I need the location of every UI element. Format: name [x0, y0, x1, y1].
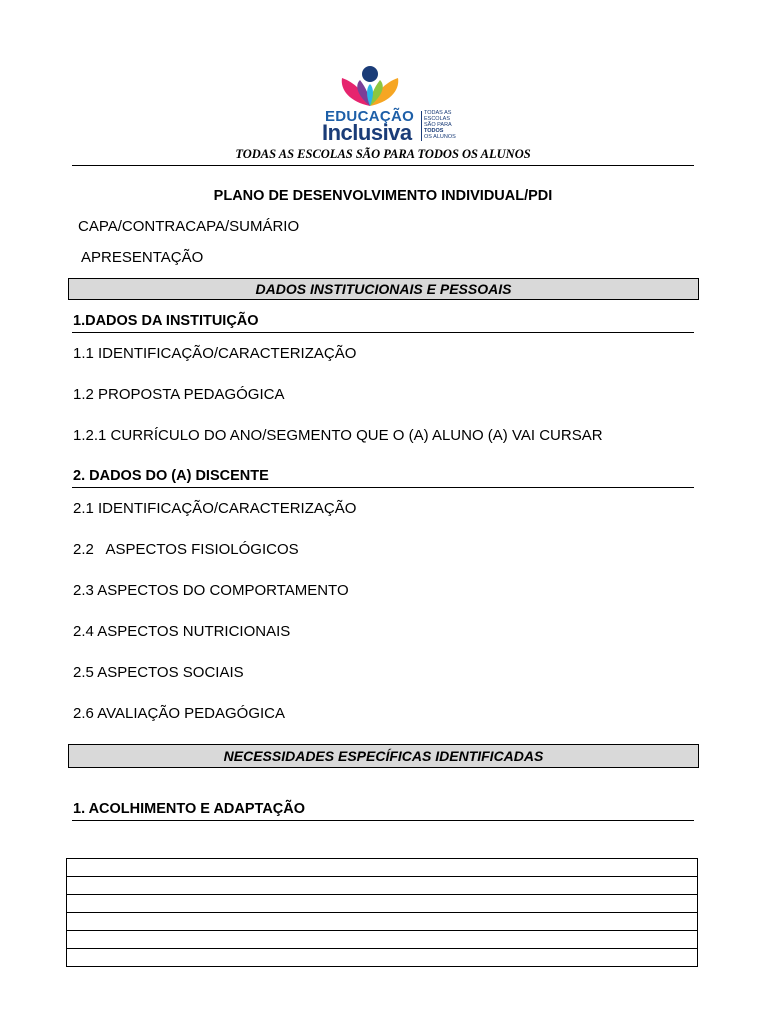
section-box-institutional: DADOS INSTITUCIONAIS E PESSOAIS: [68, 278, 699, 300]
table-row: [67, 877, 698, 895]
section1-heading: 1.DADOS DA INSTITUIÇÃO: [73, 313, 259, 329]
education-inclusive-logo: [320, 62, 460, 148]
table-cell[interactable]: [67, 859, 698, 877]
section2-item: 2.5 ASPECTOS SOCIAIS: [73, 664, 244, 681]
section2-item: 2.2 ASPECTOS FISIOLÓGICOS: [73, 541, 299, 558]
table-row: [67, 859, 698, 877]
logo-divider: [421, 111, 422, 141]
table-cell[interactable]: [67, 895, 698, 913]
section3-heading: 1. ACOLHIMENTO E ADAPTAÇÃO: [73, 801, 306, 817]
table-cell[interactable]: [67, 931, 698, 949]
logo-word-top: EDUCAÇÃO: [325, 108, 415, 125]
section2-item: 2.1 IDENTIFICAÇÃO/CARACTERIZAÇÃO: [73, 500, 357, 517]
logo-figure-icon: [320, 62, 420, 108]
table-row: [67, 895, 698, 913]
table-cell[interactable]: [67, 949, 698, 967]
section1-rule: [72, 332, 694, 333]
intro-cover: CAPA/CONTRACAPA/SUMÁRIO: [78, 218, 300, 235]
table-row: [67, 949, 698, 967]
section2-rule: [72, 487, 694, 488]
motto: TODAS AS ESCOLAS SÃO PARA TODOS OS ALUNOS: [235, 147, 531, 161]
table-cell[interactable]: [67, 913, 698, 931]
document-title: PLANO DE DESENVOLVIMENTO INDIVIDUAL/PDI: [213, 188, 553, 204]
table-cell[interactable]: [67, 877, 698, 895]
section2-heading: 2. DADOS DO (A) DISCENTE: [73, 468, 269, 484]
empty-form-table: [66, 858, 698, 967]
logo-word-bottom: Inclusiva: [322, 120, 412, 145]
section1-item: 1.2 PROPOSTA PEDAGÓGICA: [73, 386, 285, 403]
header-rule: [72, 165, 694, 166]
table-row: [67, 913, 698, 931]
logo-tagline: TODAS AS ESCOLAS SÃO PARA TODOS OS ALUNOS: [424, 110, 456, 140]
section1-item: 1.2.1 CURRÍCULO DO ANO/SEGMENTO QUE O (A) ALUNO (A) VAI CURSAR: [73, 427, 603, 444]
section2-item: 2.4 ASPECTOS NUTRICIONAIS: [73, 623, 291, 640]
intro-presentation: APRESENTAÇÃO: [81, 249, 204, 266]
section2-item: 2.3 ASPECTOS DO COMPORTAMENTO: [73, 582, 349, 599]
section1-item: 1.1 IDENTIFICAÇÃO/CARACTERIZAÇÃO: [73, 345, 357, 362]
section2-item: 2.6 AVALIAÇÃO PEDAGÓGICA: [73, 705, 286, 722]
table-row: [67, 931, 698, 949]
section-box-needs: NECESSIDADES ESPECÍFICAS IDENTIFICADAS: [68, 744, 699, 768]
section3-rule: [72, 820, 694, 821]
